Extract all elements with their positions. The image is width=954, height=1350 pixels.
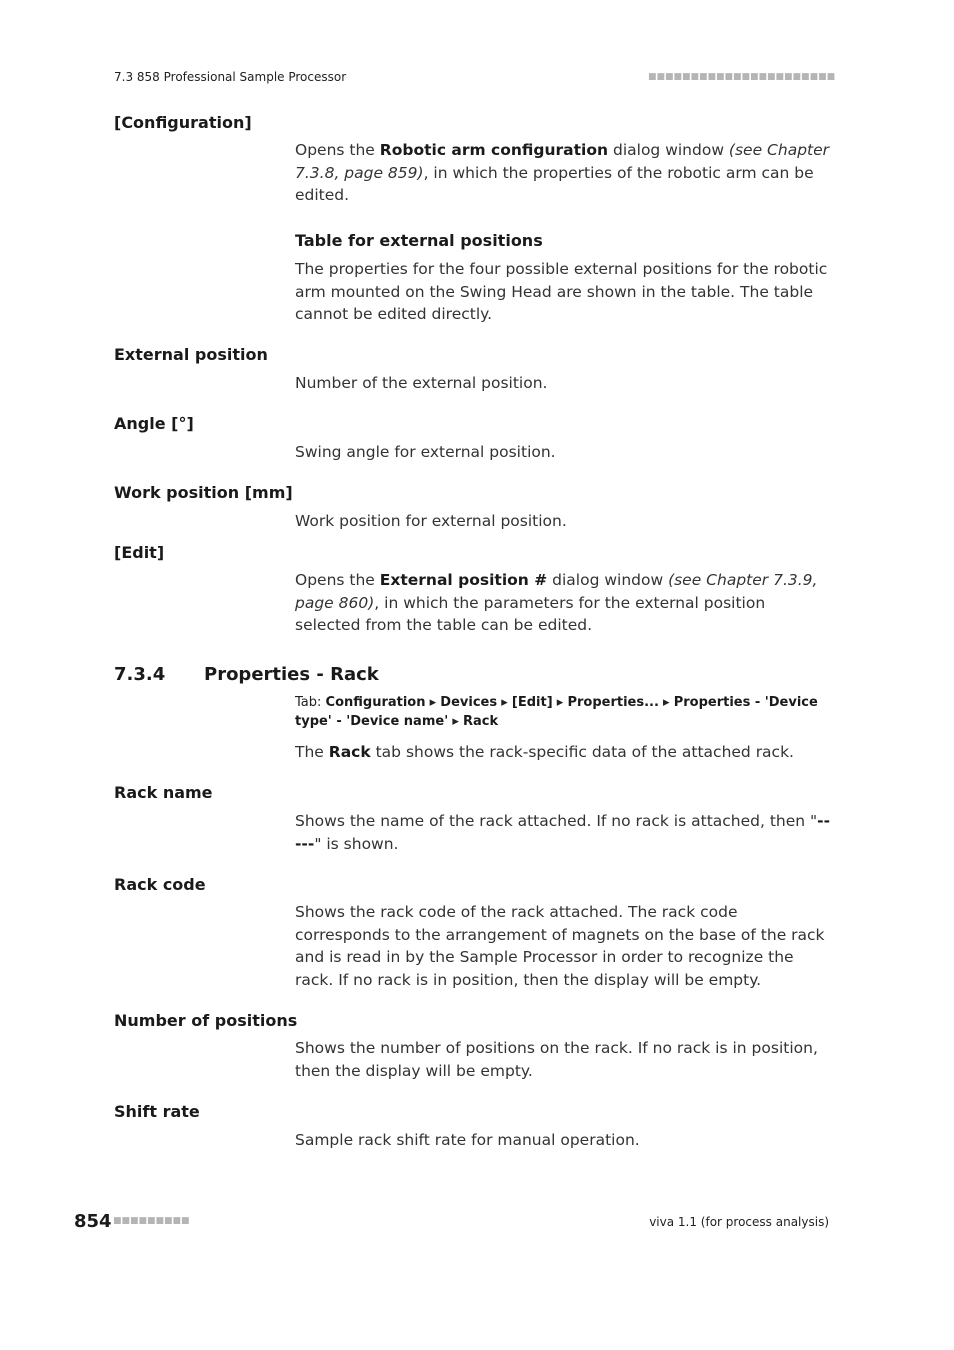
header-decoration: ■■■■■■■■■■■■■■■■■■■■■■ [648, 72, 836, 82]
desc-configuration: Opens the Robotic arm configuration dialog window (see Chapter 7.3.8, page 859), in which the properties of the robotic arm can be edited. [295, 141, 830, 204]
desc-number-of-positions: Shows the number of positions on the rack. If no rack is in position, then the display will be empty. [295, 1039, 818, 1080]
page-number: 854 [74, 1211, 112, 1232]
path-step: Rack [462, 714, 499, 729]
arrow-right-icon: ▸ [658, 695, 674, 710]
arrow-right-icon: ▸ [425, 695, 441, 710]
subheading-table-external: Table for external positions [295, 231, 543, 250]
term-work-position: Work position [mm] [114, 483, 293, 502]
desc-table-external: The properties for the four possible external positions for the robotic arm mounted on the Swing Head are shown in the table. The table cannot be edited directly. [295, 260, 828, 323]
product-name: viva 1.1 (for process analysis) [649, 1215, 829, 1229]
desc-angle: Swing angle for external position. [295, 443, 556, 461]
dialog-name-robotic-arm: Robotic arm configuration [379, 141, 609, 159]
path-step: Properties - 'Device type' - 'Device name' [295, 695, 818, 729]
arrow-right-icon: ▸ [448, 714, 463, 729]
term-shift-rate: Shift rate [114, 1102, 200, 1121]
term-angle: Angle [°] [114, 414, 194, 433]
arrow-right-icon: ▸ [552, 695, 568, 710]
path-step: Configuration [325, 695, 426, 710]
footer-decoration: ■■■■■■■■■ [113, 1216, 190, 1226]
desc-work-position: Work position for external position. [295, 512, 567, 530]
term-rack-name: Rack name [114, 783, 213, 802]
chapter-reference: (see Chapter 7.3.9, page 860) [295, 571, 818, 612]
section-title: Properties - Rack [204, 664, 379, 685]
section-intro: The Rack tab shows the rack-specific data of the attached rack. [295, 743, 794, 761]
term-number-of-positions: Number of positions [114, 1011, 298, 1030]
desc-shift-rate: Sample rack shift rate for manual operation. [295, 1131, 640, 1149]
dialog-name-external-position: External position # [379, 571, 548, 589]
term-external-position: External position [114, 345, 268, 364]
desc-rack-name: Shows the name of the rack attached. If no rack is attached, then "-----" is shown. [295, 812, 831, 853]
desc-external-position: Number of the external position. [295, 374, 548, 392]
desc-rack-code: Shows the rack code of the rack attached. The rack code corresponds to the arrangement of magnets on the base of the rack and is read in by the Sample Processor in order to recognize the rack. If no rack is in position, then the display will be empty. [295, 903, 825, 989]
tab-navigation-path: Tab: Configuration ▸ Devices ▸ [Edit] ▸ Properties... ▸ Properties - 'Device type' - 'Device name' ▸ Rack [295, 695, 818, 729]
term-rack-code: Rack code [114, 875, 206, 894]
path-step: Devices [440, 695, 498, 710]
path-step: [Edit] [511, 695, 553, 710]
term-edit: [Edit] [114, 543, 165, 562]
arrow-right-icon: ▸ [497, 695, 512, 710]
section-number: 7.3.4 [114, 664, 166, 685]
desc-edit: Opens the External position # dialog window (see Chapter 7.3.9, page 860), in which the parameters for the external position selected from the table can be edited. [295, 571, 818, 634]
term-configuration: [Configuration] [114, 113, 252, 132]
running-header: 7.3 858 Professional Sample Processor [114, 70, 347, 84]
path-step: Properties... [567, 695, 659, 710]
chapter-reference: (see Chapter 7.3.8, page 859) [295, 141, 830, 182]
